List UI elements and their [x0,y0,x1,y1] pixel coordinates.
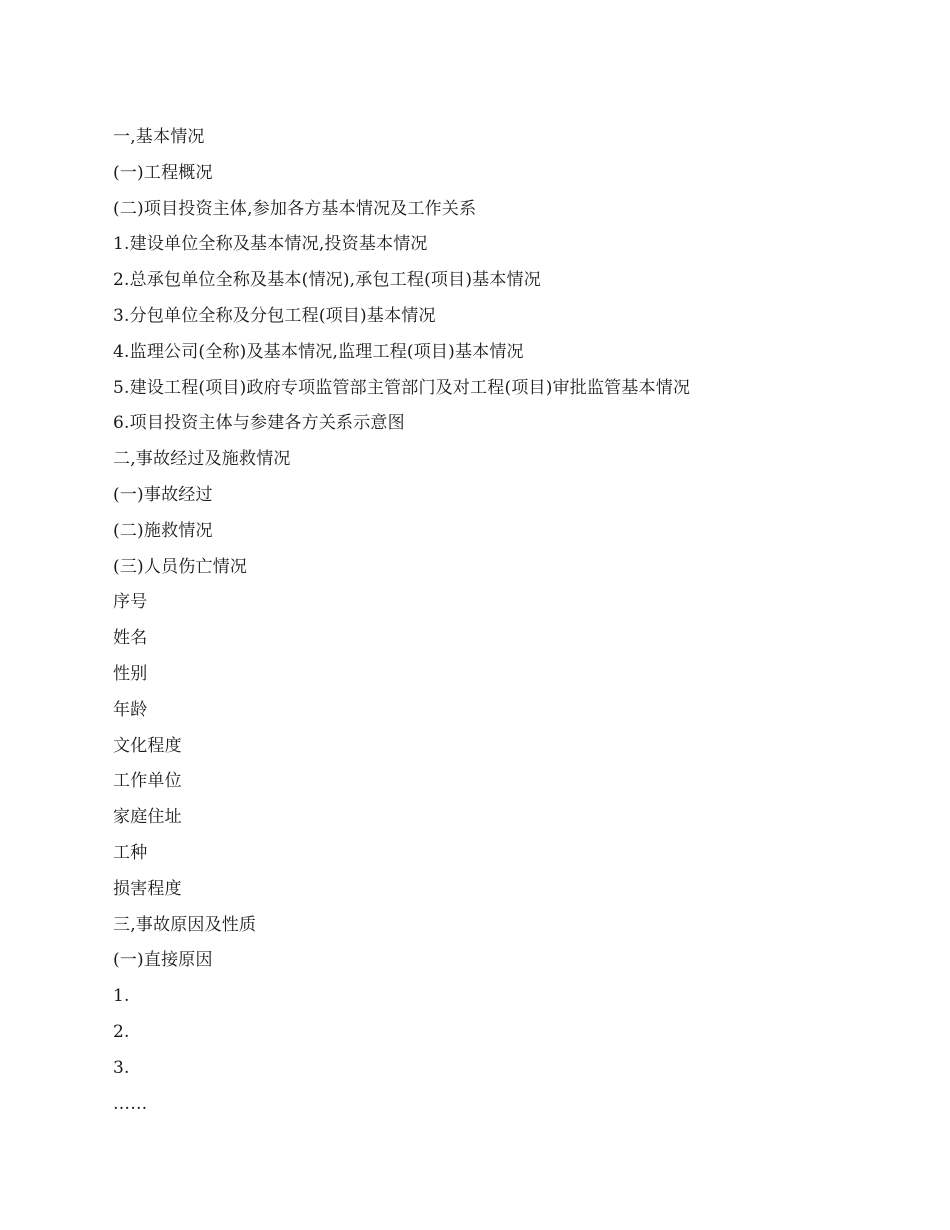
field-serial-number: 序号 [113,592,148,613]
document-body [113,120,873,1122]
field-home-address: 家庭住址 [113,807,182,828]
subsection-accident-process: (一)事故经过 [113,484,213,505]
field-education: 文化程度 [113,735,182,756]
field-work-unit: 工作单位 [113,771,182,792]
field-injury-degree: 损害程度 [113,878,182,899]
list-item-general-contractor: 2.总承包单位全称及基本(情况),承包工程(项目)基本情况 [113,270,541,291]
subsection-direct-cause: (一)直接原因 [113,950,213,971]
section-heading-cause-nature: 三,事故原因及性质 [113,914,257,935]
subsection-casualties: (三)人员伤亡情况 [113,556,248,577]
field-gender: 性别 [113,663,148,684]
field-name: 姓名 [113,628,148,649]
subsection-rescue-situation: (二)施救情况 [113,520,213,541]
list-item-supervision-company: 4.监理公司(全称)及基本情况,监理工程(项目)基本情况 [113,341,524,362]
list-item-construction-unit: 1.建设单位全称及基本情况,投资基本情况 [113,234,428,255]
field-job-type: 工种 [113,842,148,863]
section-heading-accident-rescue: 二,事故经过及施救情况 [113,449,291,470]
list-item-cause-1: 1. [113,986,130,1007]
ellipsis-continuation: …… [113,1093,148,1114]
section-heading-basic-info: 一,基本情况 [113,127,205,147]
list-item-relationship-diagram: 6.项目投资主体与参建各方关系示意图 [113,413,405,434]
field-age: 年龄 [113,699,148,720]
list-item-cause-2: 2. [113,1021,130,1042]
list-item-government-supervision: 5.建设工程(项目)政府专项监管部主管部门及对工程(项目)审批监管基本情况 [113,377,691,398]
subsection-parties-relations: (二)项目投资主体,参加各方基本情况及工作关系 [113,198,477,219]
list-item-cause-3: 3. [113,1057,130,1078]
subsection-project-overview: (一)工程概况 [113,162,213,183]
list-item-subcontractor: 3.分包单位全称及分包工程(项目)基本情况 [113,305,436,326]
